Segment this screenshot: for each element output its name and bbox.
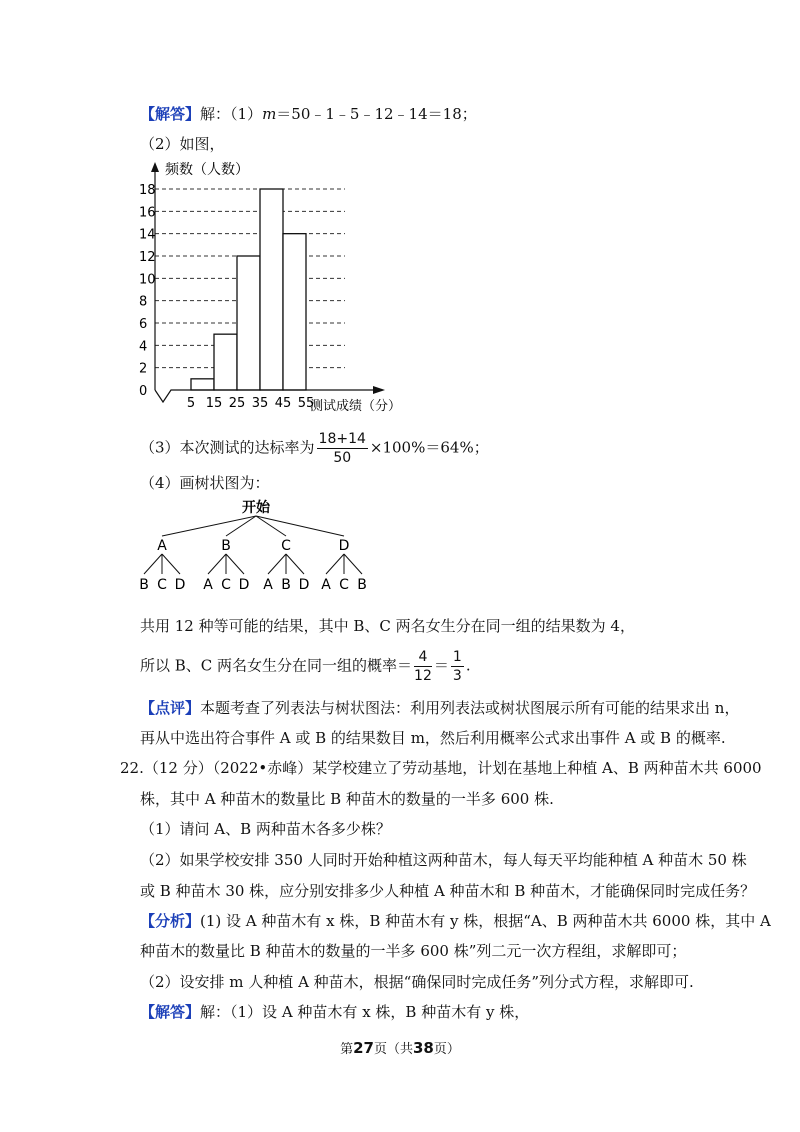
tree-root: 开始 bbox=[242, 500, 270, 516]
tree-edge bbox=[268, 554, 286, 574]
analysis-line-2: 种苗木的数量比 B 种苗木的数量的一半多 600 株”列二元一次方程组，求解即可； bbox=[140, 942, 687, 960]
tree-edge bbox=[208, 554, 226, 574]
tree-branch-label: C bbox=[281, 538, 291, 554]
x-tick-label: 25 bbox=[228, 396, 246, 411]
histogram-chart bbox=[135, 162, 402, 414]
histogram-bar bbox=[237, 256, 260, 390]
tree-leaf-label: A bbox=[203, 577, 213, 593]
prob-denominator-1: 12 bbox=[414, 668, 432, 684]
tree-leaf-label: C bbox=[157, 577, 167, 593]
histogram-bar bbox=[214, 334, 237, 390]
tree-leaf-label: B bbox=[357, 577, 367, 593]
answer-line-2: （2）如图， bbox=[140, 135, 225, 153]
tree-leaf-label: B bbox=[139, 577, 149, 593]
equals-sign: ＝ bbox=[433, 656, 449, 675]
tree-branch-label: B bbox=[221, 538, 231, 554]
comment-text: 本题考查了列表法与树状图法：利用列表法或树状图展示所有可能的结果求出 n， bbox=[200, 699, 740, 717]
page-footer bbox=[0, 1038, 800, 1057]
histogram-bar bbox=[260, 189, 283, 390]
tree-edge bbox=[144, 554, 162, 574]
footer-suffix: 页） bbox=[433, 1042, 460, 1057]
question-22-sub-2b: 或 B 种苗木 30 株，应分别安排多少人种植 A 种苗木和 B 种苗木，才能确保同时完成任务？ bbox=[140, 882, 756, 900]
prob-text: 所以 B、C 两名女生分在同一组的概率＝ bbox=[140, 656, 413, 675]
y-tick-label: 0 bbox=[139, 384, 148, 399]
tree-edge bbox=[286, 554, 304, 574]
x-tick-label: 15 bbox=[205, 396, 223, 411]
rate-result: ×100%＝64%； bbox=[369, 438, 489, 457]
tree-diagram bbox=[130, 500, 390, 592]
solution-tag: 【解答】 bbox=[140, 1003, 201, 1021]
y-axis-label: 频数（人数） bbox=[165, 162, 249, 178]
rate-fraction bbox=[317, 430, 368, 467]
answer-equation: ＝50﹣1﹣5﹣12﹣14＝18； bbox=[276, 105, 477, 123]
tree-leaf-label: D bbox=[298, 577, 310, 593]
x-tick-label: 35 bbox=[251, 396, 269, 411]
analysis-line-3: （2）设安排 m 人种植 A 种苗木，根据“确保同时完成任务”列分式方程，求解即可. bbox=[140, 973, 694, 991]
y-tick-label: 18 bbox=[139, 183, 156, 198]
analysis-tag: 【分析】 bbox=[140, 912, 201, 930]
x-axis-arrow bbox=[373, 386, 385, 394]
y-tick-label: 8 bbox=[139, 294, 148, 310]
var-m: m bbox=[262, 105, 277, 123]
rate-text: （3）本次测试的达标率为 bbox=[140, 438, 315, 457]
x-axis-label: 测试成绩（分） bbox=[310, 399, 402, 414]
tree-branch-label: D bbox=[338, 538, 350, 554]
answer-line-4: （4）画树状图为： bbox=[140, 474, 270, 492]
footer-prefix: 第 bbox=[340, 1042, 354, 1057]
tree-edge bbox=[326, 554, 344, 574]
tree-leaf-label: D bbox=[238, 577, 250, 593]
tree-leaf-label: C bbox=[221, 577, 231, 593]
tree-leaf-label: D bbox=[174, 577, 186, 593]
bars bbox=[191, 189, 306, 390]
rate-numerator: 18+14 bbox=[318, 431, 366, 447]
prob-fraction-1 bbox=[414, 648, 432, 685]
y-tick-label: 2 bbox=[139, 361, 148, 377]
footer-middle: 页（共 bbox=[373, 1042, 413, 1057]
x-tick-label: 45 bbox=[274, 396, 292, 411]
solution-line-1 bbox=[140, 1001, 529, 1023]
prob-numerator-1: 4 bbox=[414, 648, 432, 667]
question-22-line-2: 株，其中 A 种苗木的数量比 B 种苗木的数量的一半多 600 株. bbox=[140, 790, 554, 808]
answer-line-5: 共用 12 种等可能的结果，其中 B、C 两名女生分在同一组的结果数为 4， bbox=[140, 617, 635, 635]
prob-denominator-2: 3 bbox=[452, 668, 462, 684]
x-tick-label: 5 bbox=[186, 396, 196, 411]
tree-leaf-label: A bbox=[263, 577, 273, 593]
page-total: 38 bbox=[413, 1039, 434, 1057]
y-tick-label: 6 bbox=[139, 317, 148, 332]
x-tick-labels bbox=[187, 396, 314, 411]
tree-edge bbox=[226, 554, 244, 574]
y-tick-label: 12 bbox=[139, 250, 156, 265]
answer-text: 解：（1） bbox=[200, 105, 263, 123]
comment-line-1 bbox=[140, 697, 739, 719]
y-tick-labels bbox=[139, 183, 156, 399]
y-tick-label: 14 bbox=[139, 227, 156, 243]
tree-leaf-label: A bbox=[321, 577, 331, 593]
solution-text: 解：（1）设 A 种苗木有 x 株，B 种苗木有 y 株， bbox=[200, 1003, 530, 1021]
comment-line-2: 再从中选出符合事件 A 或 B 的结果数目 m，然后利用概率公式求出事件 A 或 B 的概率. bbox=[140, 729, 726, 747]
prob-numerator-2: 1 bbox=[452, 649, 462, 665]
analysis-line-1 bbox=[140, 910, 771, 932]
tree-leaf-label: B bbox=[281, 577, 291, 593]
histogram-bar bbox=[283, 234, 306, 390]
rate-denominator: 50 bbox=[333, 450, 352, 466]
analysis-text: (1) 设 A 种苗木有 x 株，B 种苗木有 y 株，根据“A、B 两种苗木共 6000 株，其中 A bbox=[200, 912, 771, 930]
tree-edge bbox=[162, 554, 180, 574]
question-22-line-1: 22.（12 分）（2022•赤峰）某学校建立了劳动基地，计划在基地上种植 A、B 两种苗木共 6000 bbox=[120, 759, 762, 777]
page-number: 27 bbox=[353, 1039, 374, 1057]
histogram-bar bbox=[191, 379, 214, 390]
tree-edge bbox=[344, 554, 362, 574]
y-tick-label: 4 bbox=[139, 339, 148, 355]
period: . bbox=[465, 656, 471, 675]
answer-line-3 bbox=[140, 430, 489, 467]
answer-line-1 bbox=[140, 103, 477, 125]
y-axis-arrow bbox=[151, 162, 159, 172]
y-tick-label: 16 bbox=[139, 205, 156, 221]
tree-branch-label: A bbox=[157, 538, 167, 554]
x-tick-label: 55 bbox=[297, 396, 315, 411]
question-22-sub-2a: （2）如果学校安排 350 人同时开始种植这两种苗木，每人每天平均能种植 A 种苗木 50 株 bbox=[140, 851, 747, 869]
tree-leaf-label: C bbox=[339, 577, 349, 593]
y-tick-label: 10 bbox=[139, 272, 156, 288]
answer-tag: 【解答】 bbox=[140, 105, 201, 123]
answer-line-6 bbox=[140, 648, 471, 685]
question-22-sub-1: （1）请问 A、B 两种苗木各多少株？ bbox=[140, 820, 391, 838]
prob-fraction-2 bbox=[451, 648, 464, 685]
comment-tag: 【点评】 bbox=[140, 699, 201, 717]
tree-edge bbox=[256, 516, 344, 536]
